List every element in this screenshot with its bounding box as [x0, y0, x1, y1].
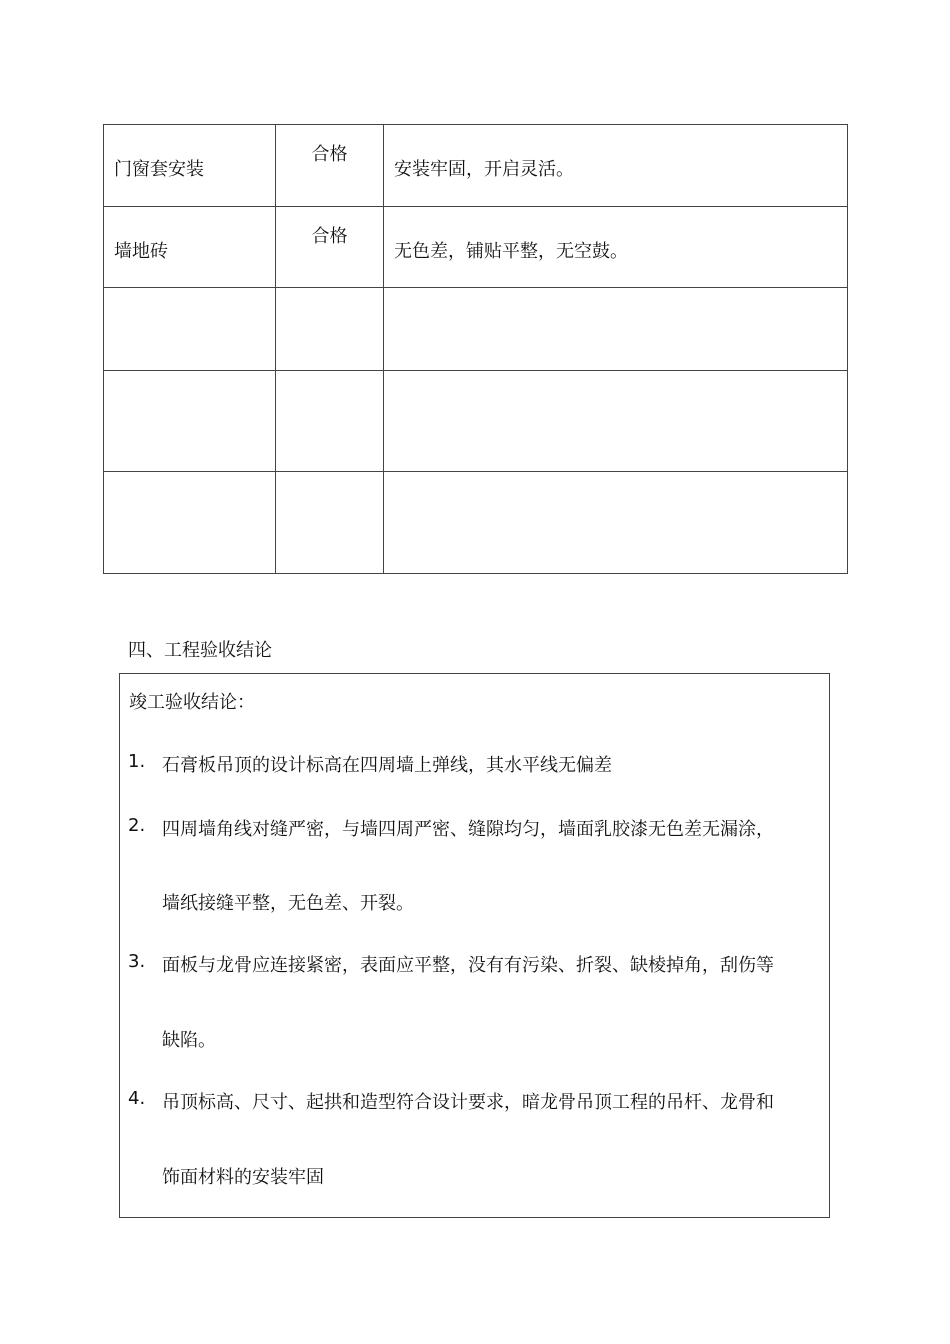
item-cell: [104, 371, 276, 472]
description-text: 安装牢固，开启灵活。: [394, 159, 574, 180]
item-number: 1.: [128, 751, 146, 772]
table-row: [104, 207, 848, 288]
result-cell: [276, 125, 384, 207]
item-cell: [104, 288, 276, 371]
item-number: 4.: [128, 1088, 146, 1109]
table-row: [104, 472, 848, 574]
table-row: [104, 371, 848, 472]
item-text-line: 石膏板吊顶的设计标高在四周墙上弹线，其水平线无偏差: [162, 755, 612, 776]
item-number: 2.: [128, 815, 146, 836]
item-cell: [104, 125, 276, 207]
item-name: 门窗套安装: [114, 159, 204, 180]
item-text-line: 缺陷。: [162, 1030, 216, 1051]
item-text-line: 四周墙角线对缝严密，与墙四周严密、缝隙均匀，墙面乳胶漆无色差无漏涂，: [162, 819, 774, 840]
result-cell: [276, 371, 384, 472]
result-cell: [276, 288, 384, 371]
item-text-line: 墙纸接缝平整，无色差、开裂。: [162, 893, 414, 914]
section-heading: 四、工程验收结论: [128, 640, 272, 661]
item-cell: [104, 472, 276, 574]
result-cell: [276, 207, 384, 288]
conclusion-box: [119, 673, 830, 1218]
description-cell: [384, 125, 848, 207]
table-row: [104, 125, 848, 207]
description-cell: [384, 207, 848, 288]
item-name: 墙地砖: [114, 241, 168, 262]
description-cell: [384, 472, 848, 574]
conclusion-title: 竣工验收结论：: [129, 692, 255, 713]
description-cell: [384, 371, 848, 472]
inspection-table: [103, 124, 848, 574]
item-text-line: 饰面材料的安装牢固: [162, 1167, 324, 1188]
result-value: 合格: [311, 226, 348, 247]
result-cell: [276, 472, 384, 574]
item-cell: [104, 207, 276, 288]
table-row: [104, 288, 848, 371]
item-text-line: 面板与龙骨应连接紧密，表面应平整，没有有污染、折裂、缺棱掉角，刮伤等: [162, 955, 774, 976]
item-text-line: 吊顶标高、尺寸、起拱和造型符合设计要求，暗龙骨吊顶工程的吊杆、龙骨和: [162, 1092, 774, 1113]
description-cell: [384, 288, 848, 371]
result-value: 合格: [311, 144, 348, 165]
description-text: 无色差，铺贴平整，无空鼓。: [394, 241, 628, 262]
item-number: 3.: [128, 951, 146, 972]
